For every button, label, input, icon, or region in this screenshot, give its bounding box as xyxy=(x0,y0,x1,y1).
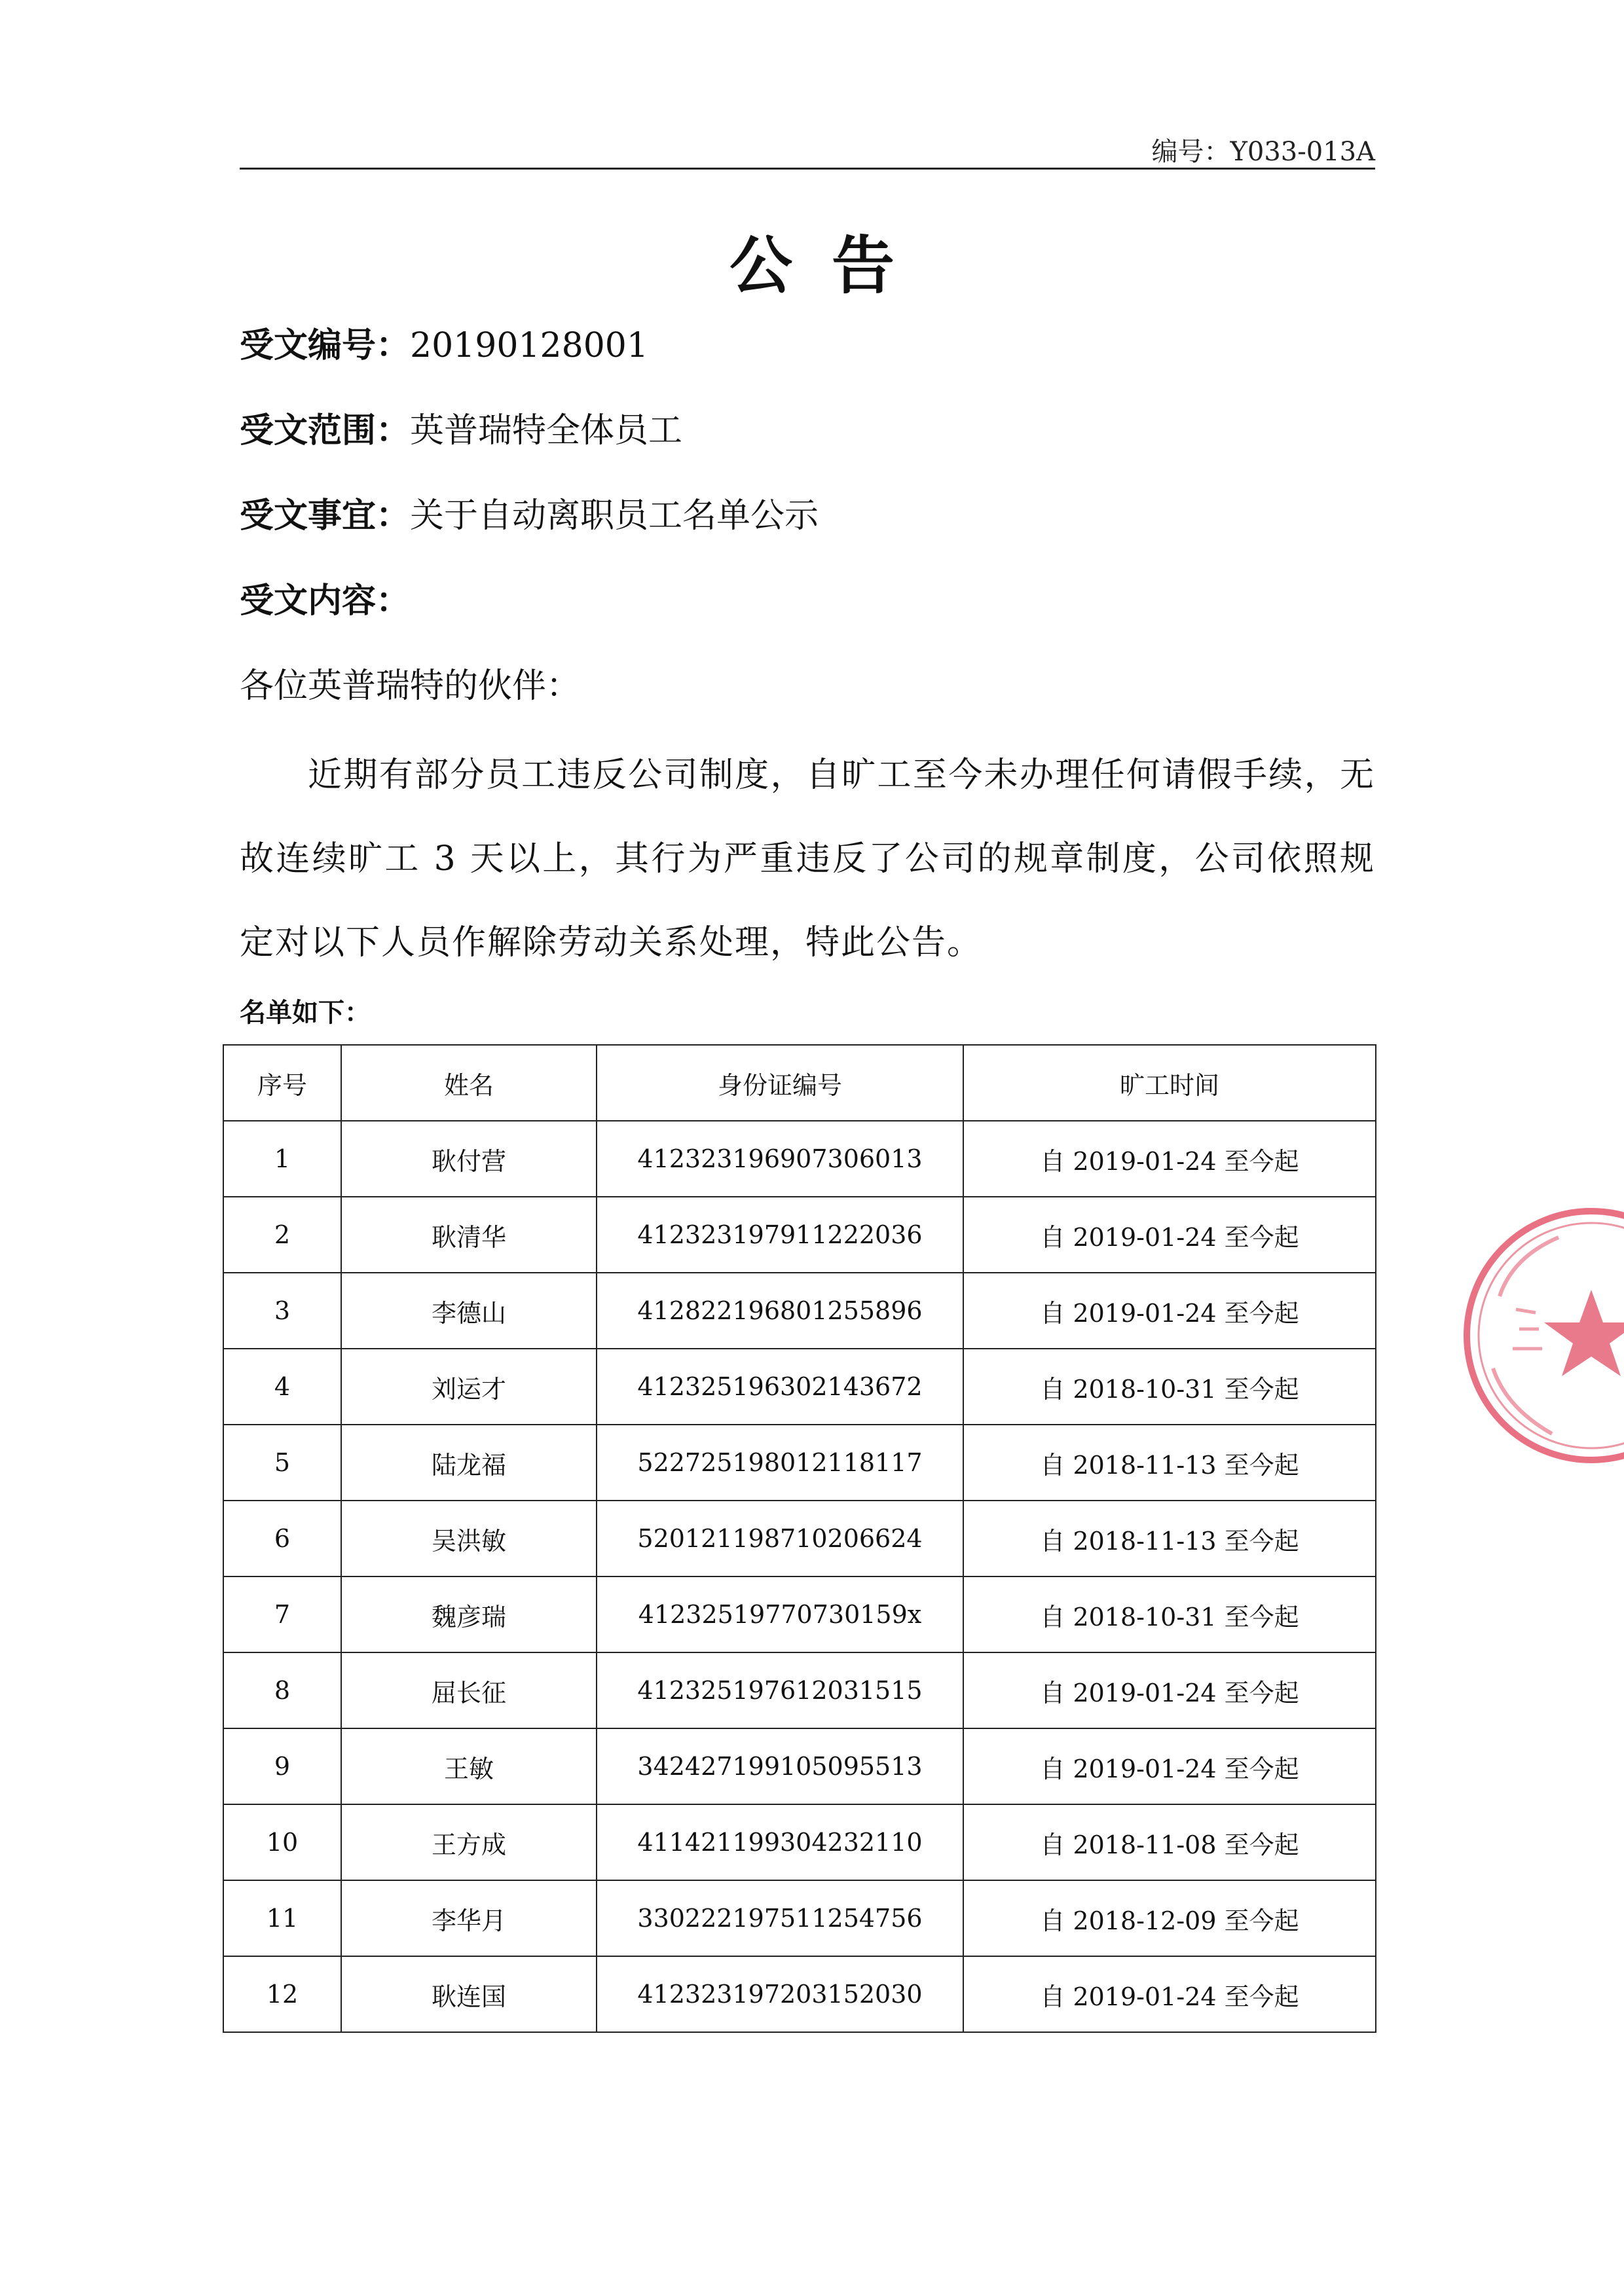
field-label: 受文编号： xyxy=(240,326,411,365)
cell-seq: 7 xyxy=(223,1576,341,1652)
cell-name: 吴洪敏 xyxy=(341,1501,597,1576)
cell-name: 王敏 xyxy=(341,1728,597,1804)
table-body xyxy=(223,1121,1376,2032)
table-row xyxy=(223,1576,1376,1652)
cell-absence-period: 自 2019-01-24 至今起 xyxy=(963,1273,1376,1349)
cell-seq: 2 xyxy=(223,1197,341,1273)
field-value: 关于自动离职员工名单公示 xyxy=(410,496,819,536)
cell-name: 耿清华 xyxy=(341,1197,597,1273)
field-subject xyxy=(240,488,819,537)
company-seal-icon xyxy=(1454,1198,1624,1473)
cell-id-number: 412323197911222036 xyxy=(597,1197,963,1273)
cell-seq: 8 xyxy=(223,1652,341,1728)
cell-id-number: 412325197612031515 xyxy=(597,1652,963,1728)
table-row xyxy=(223,1425,1376,1501)
table-header-row xyxy=(223,1045,1376,1121)
cell-name: 耿连国 xyxy=(341,1956,597,2032)
cell-name: 李德山 xyxy=(341,1273,597,1349)
table-row xyxy=(223,1121,1376,1197)
cell-name: 耿付营 xyxy=(341,1121,597,1197)
cell-absence-period: 自 2018-10-31 至今起 xyxy=(963,1349,1376,1425)
cell-absence-period: 自 2019-01-24 至今起 xyxy=(963,1197,1376,1273)
greeting: 各位英普瑞特的伙伴： xyxy=(240,666,581,706)
cell-seq: 11 xyxy=(223,1880,341,1956)
header-rule xyxy=(240,168,1375,170)
cell-name: 李华月 xyxy=(341,1880,597,1956)
field-label: 受文事宜： xyxy=(240,496,411,536)
table-row xyxy=(223,1652,1376,1728)
cell-absence-period: 自 2018-10-31 至今起 xyxy=(963,1576,1376,1652)
cell-seq: 12 xyxy=(223,1956,341,2032)
cell-absence-period: 自 2018-11-13 至今起 xyxy=(963,1425,1376,1501)
field-value: 英普瑞特全体员工 xyxy=(410,411,683,450)
cell-name: 屈长征 xyxy=(341,1652,597,1728)
column-header: 序号 xyxy=(223,1045,341,1121)
cell-seq: 1 xyxy=(223,1121,341,1197)
column-header: 身份证编号 xyxy=(597,1045,963,1121)
field-receipt-no xyxy=(240,318,648,367)
cell-seq: 6 xyxy=(223,1501,341,1576)
cell-absence-period: 自 2018-12-09 至今起 xyxy=(963,1880,1376,1956)
cell-name: 王方成 xyxy=(341,1804,597,1880)
cell-id-number: 41232519770730159x xyxy=(597,1576,963,1652)
list-label: 名单如下： xyxy=(240,998,371,1028)
cell-seq: 4 xyxy=(223,1349,341,1425)
cell-absence-period: 自 2018-11-08 至今起 xyxy=(963,1804,1376,1880)
table-row xyxy=(223,1273,1376,1349)
cell-absence-period: 自 2018-11-13 至今起 xyxy=(963,1501,1376,1576)
cell-id-number: 330222197511254756 xyxy=(597,1880,963,1956)
cell-name: 陆龙福 xyxy=(341,1425,597,1501)
field-value: 20190128001 xyxy=(410,326,648,365)
cell-id-number: 412323197203152030 xyxy=(597,1956,963,2032)
employee-table xyxy=(223,1044,1376,2033)
document-number: 编号：Y033-013A xyxy=(1151,137,1375,167)
cell-seq: 5 xyxy=(223,1425,341,1501)
column-header: 姓名 xyxy=(341,1045,597,1121)
table-row xyxy=(223,1197,1376,1273)
cell-absence-period: 自 2019-01-24 至今起 xyxy=(963,1121,1376,1197)
cell-id-number: 342427199105095513 xyxy=(597,1728,963,1804)
table-row xyxy=(223,1804,1376,1880)
cell-id-number: 412325196302143672 xyxy=(597,1349,963,1425)
table-row xyxy=(223,1956,1376,2032)
cell-name: 刘运才 xyxy=(341,1349,597,1425)
cell-id-number: 522725198012118117 xyxy=(597,1425,963,1501)
column-header: 旷工时间 xyxy=(963,1045,1376,1121)
table-row xyxy=(223,1728,1376,1804)
table-row xyxy=(223,1880,1376,1956)
cell-absence-period: 自 2019-01-24 至今起 xyxy=(963,1956,1376,2032)
table-row xyxy=(223,1501,1376,1576)
field-scope xyxy=(240,403,682,452)
cell-id-number: 520121198710206624 xyxy=(597,1501,963,1576)
cell-id-number: 411421199304232110 xyxy=(597,1804,963,1880)
cell-absence-period: 自 2019-01-24 至今起 xyxy=(963,1728,1376,1804)
cell-seq: 10 xyxy=(223,1804,341,1880)
cell-absence-period: 自 2019-01-24 至今起 xyxy=(963,1652,1376,1728)
body-paragraph: 近期有部分员工违反公司制度，自旷工至今未办理任何请假手续，无故连续旷工 3 天以上，其行为严重违反了公司的规章制度，公司依照规定对以下人员作解除劳动关系处理，特此公告。 xyxy=(240,756,1375,962)
cell-id-number: 412822196801255896 xyxy=(597,1273,963,1349)
table-row xyxy=(223,1349,1376,1425)
cell-seq: 9 xyxy=(223,1728,341,1804)
cell-name: 魏彦瑞 xyxy=(341,1576,597,1652)
cell-id-number: 412323196907306013 xyxy=(597,1121,963,1197)
cell-seq: 3 xyxy=(223,1273,341,1349)
field-label: 受文内容： xyxy=(240,581,411,621)
field-label: 受文范围： xyxy=(240,411,411,450)
page-title: 公告 xyxy=(729,229,934,302)
field-content xyxy=(240,573,410,622)
